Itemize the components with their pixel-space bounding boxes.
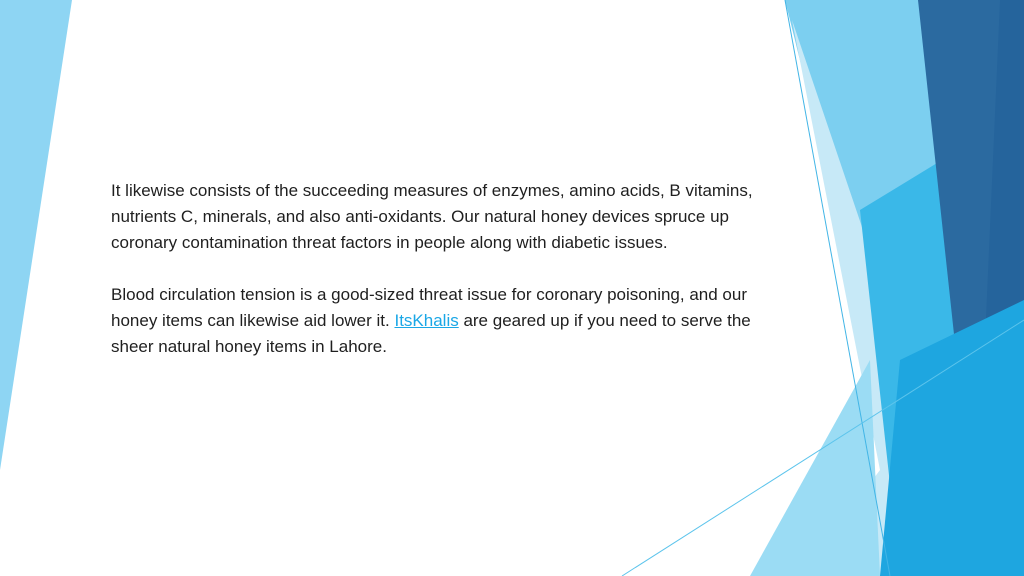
itskhalis-link[interactable]: ItsKhalis — [394, 311, 459, 330]
bottom-light-wedge — [750, 360, 880, 576]
paragraph-2 — [111, 282, 761, 360]
paragraph-2-lead: Blood circulation tension is a good-sized threat issue for coronary poisoning, and our honey items can likewise aid lower it. — [111, 285, 747, 330]
left-accent-shape — [0, 0, 72, 470]
paragraph-2-tail: are geared up if you need to serve the sheer natural honey items in Lahore. — [111, 311, 751, 356]
body-text — [111, 178, 761, 386]
paragraph-1: It likewise consists of the succeeding measures of enzymes, amino acids, B vitamins, nutrients C, minerals, and also anti-oxidants. Our natural honey devices spruce up coronary contamination threat factors in people along with diabetic issues. — [111, 181, 753, 252]
